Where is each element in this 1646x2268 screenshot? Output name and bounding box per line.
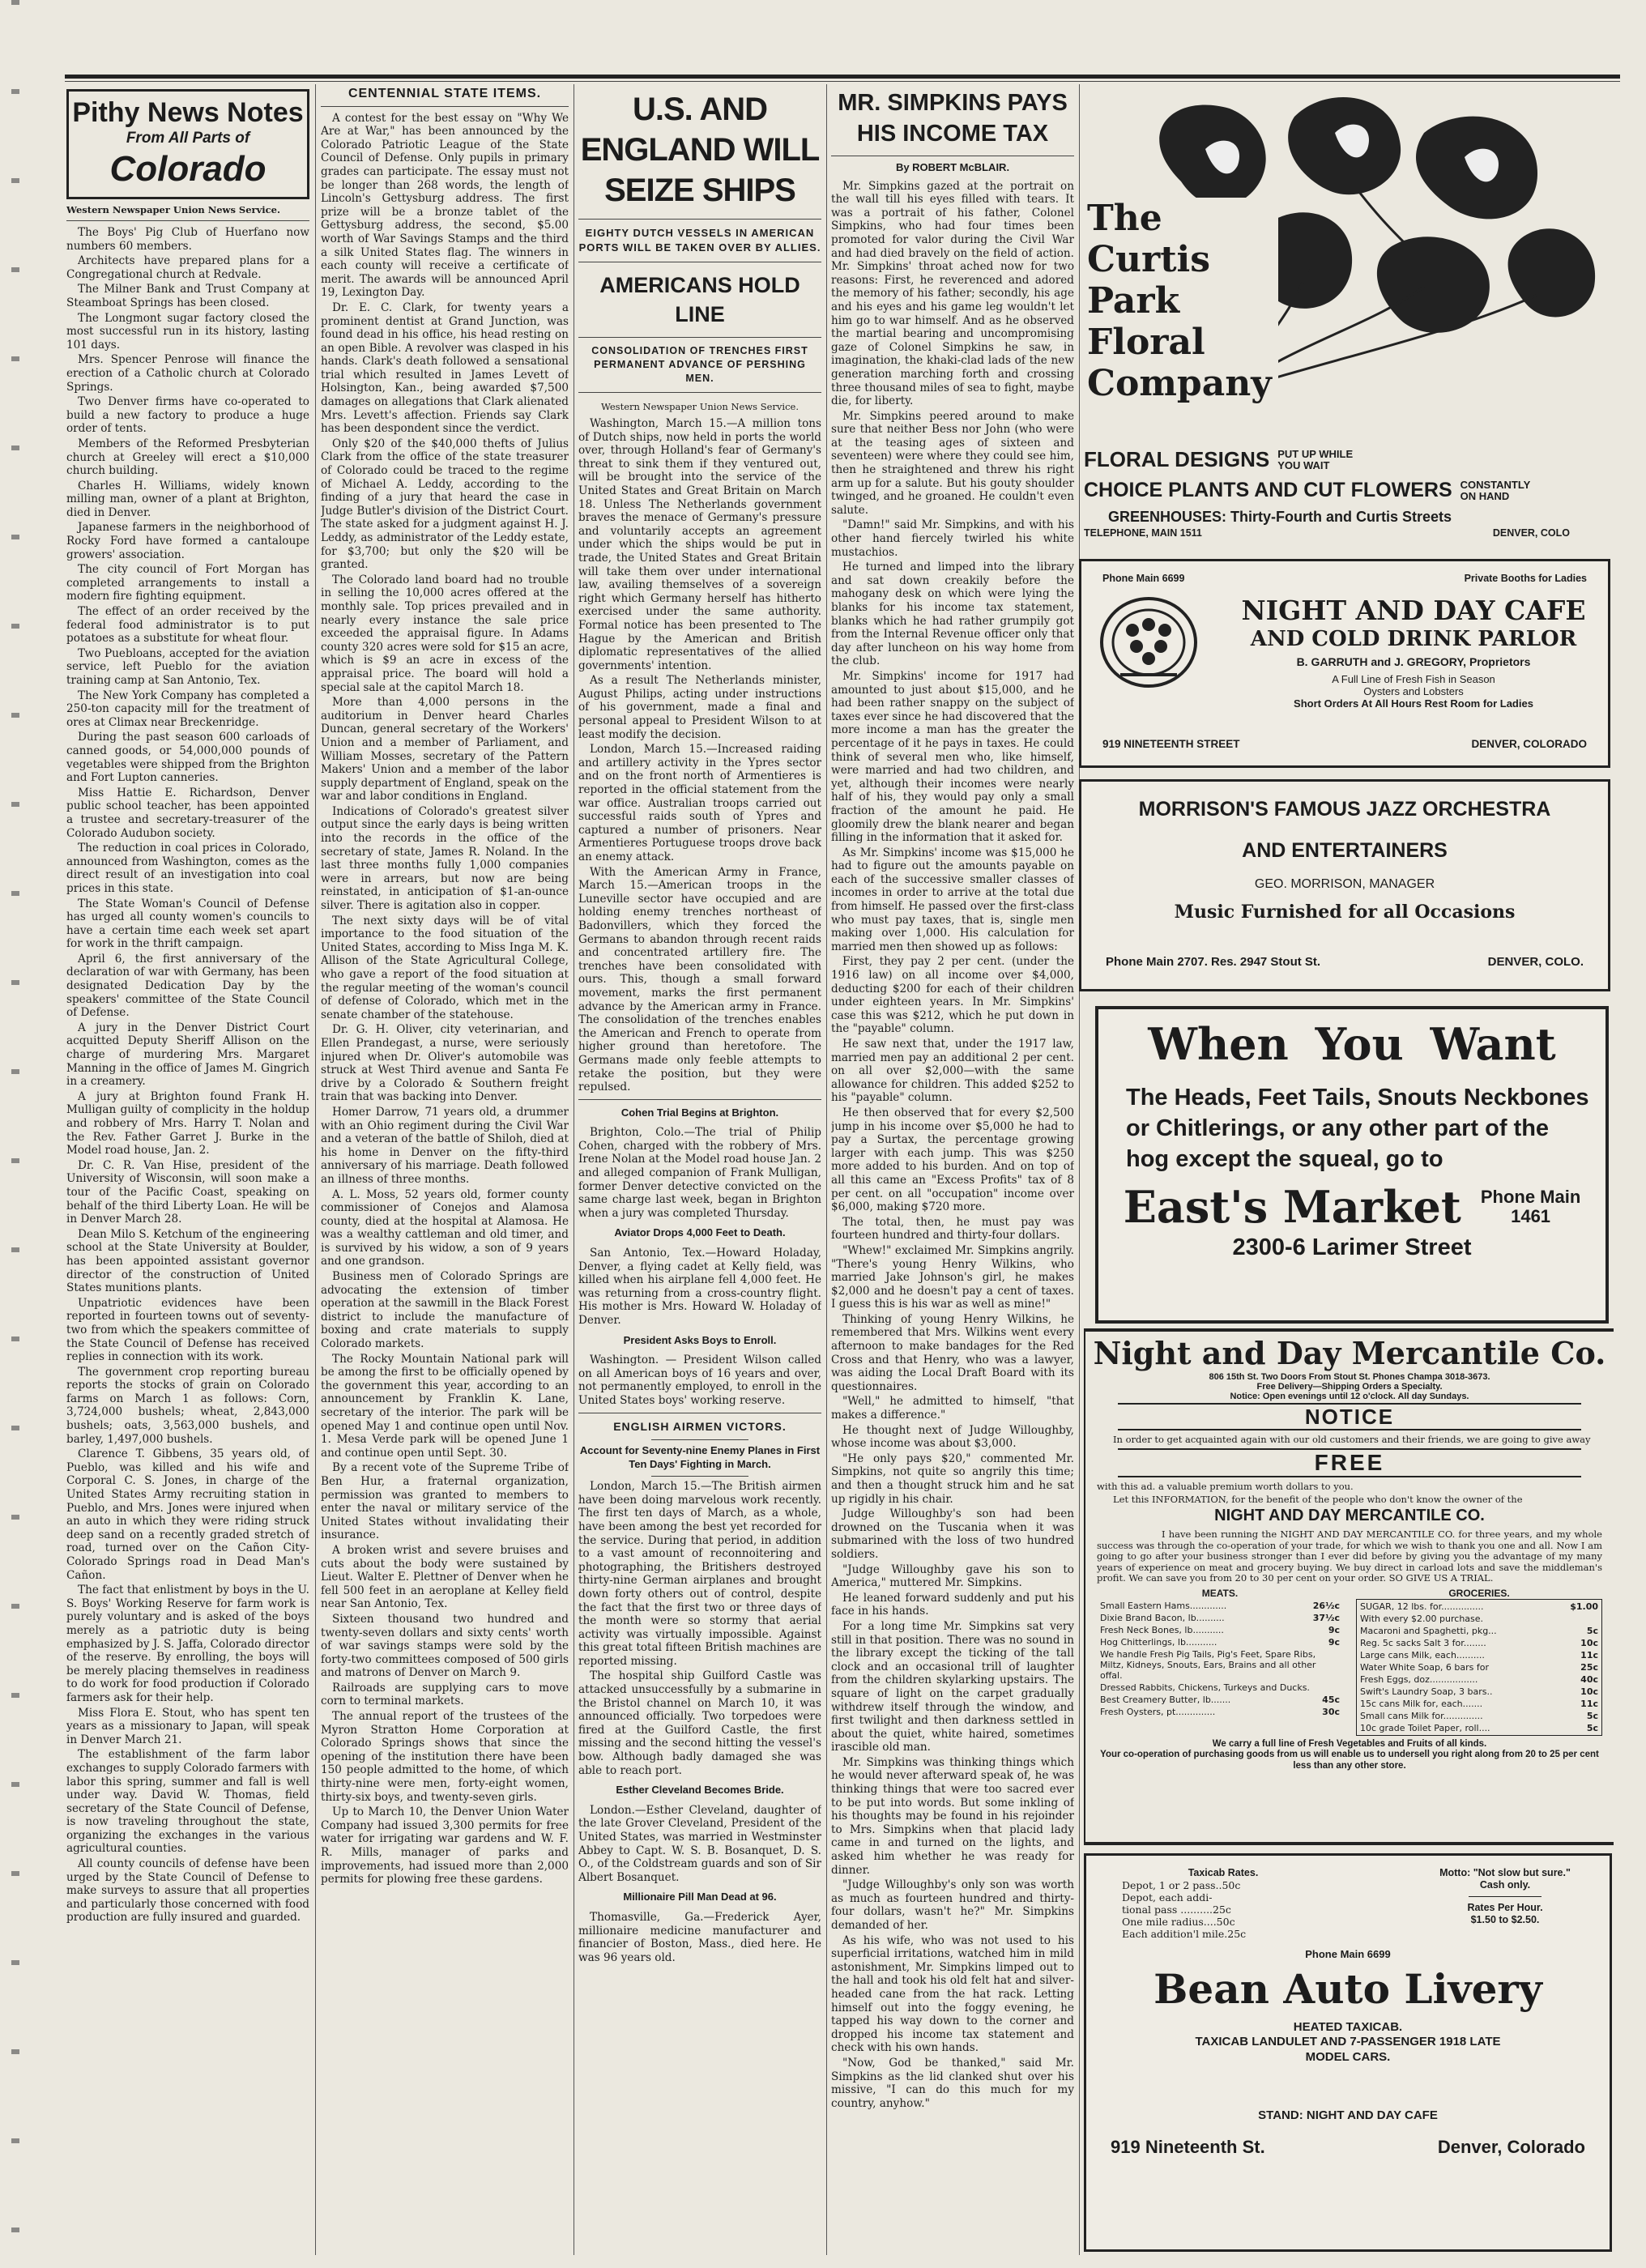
binder-holes [11, 0, 19, 2268]
meats-price: 45c [1322, 1694, 1340, 1705]
groceries-price: 5c [1586, 1722, 1598, 1733]
floral-city: DENVER, COLO [1492, 527, 1570, 539]
meats-row [1098, 1601, 1341, 1611]
col4-paragraph: Mr. Simpkins gazed at the portrait on the wall till his eyes filled with tears. It was a portrait of his father, Colonel Simpkins, who had four times been promoted for valor during the Civil War and had died bravely on the field of action. Mr. Simpkins' throat ached now for two reasons: First, he reverenced and adored the memory of his father; secondly, his age and his eyes and his game leg wouldn't let him go to war himself. And as he observed the martial bearing and uncompromising gaze of Colonel Simpkins he saw, in imagination, the khaki-clad lads of the new generation marching forth and crossing three thousand miles of sea to fight, maybe die, for liberty. [831, 179, 1074, 408]
s4-text2: The hospital ship Guilford Castle was attacked unsuccessfully by a submarine in the Bristol channel on March 10, it was announced officially. Two torpedoes were fired at the Guilford Castle, the first missing and the second hitting the vessel's bow. Although badly damaged she was able to reach port. [578, 1669, 821, 1777]
groceries-price: 10c [1580, 1637, 1598, 1648]
s1-text: Brighton, Colo.—The trial of Philip Cohen, charged with the robbery of Mrs. Irene Nolan at the Model road house Jan. 2 and alleged companion of Frank Mulligan, former Denver detective convicted on the same charge last week, began in Brighton when a jury was completed Thursday. [578, 1126, 821, 1220]
centennial-title: CENTENNIAL STATE ITEMS. [348, 87, 542, 100]
col1-paragraph: Clarence T. Gibbens, 35 years old, of Pueblo, was killed and his wife and Corporal C. S. Jones, in charge of the United States Army recruiting station in Pueblo, and Mrs. Jones were injured when an auto in which they were riding struck deep sand on a recently graded stretch of road, turned over on the Cañon City-Colorado Springs road in Dead Man's Cañon. [66, 1447, 309, 1582]
col4-paragraph: As his wife, who was not used to his superficial irritations, watched him in mild astonishment, Mr. Simpkins limped out to the hall and took his old felt hat and silver-headed cane from the hat rack. Letting himself out into the foggy evening, he tapped his way down to the corner and dropped his income tax statement and check with his own hands. [831, 1933, 1074, 2055]
col4-paragraph: First, they pay 2 per cent. (under the 1916 law) on all income over $4,000, deducting $200 for each of their children under eighteen years. In Mr. Simpkins' case this was $212, which he put down in the "payable" column. [831, 955, 1074, 1036]
meats-table [1097, 1599, 1343, 1719]
groceries-row [1358, 1723, 1600, 1733]
greenhouses: GREENHOUSES: Thirty-Fourth and Curtis Streets [1108, 509, 1452, 525]
col2-paragraph: Only $20 of the $40,000 thefts of Julius Clark from the office of the state treasurer of Colorado could be traced to the regime of Michael A. Leddy, according to the finding of a jury that heard the case in Judge Butler's division of the District Court. The state asked for a judgment against H. J. Leddy, as administrator of the Leddy estate, for $3,700; but only the $20 will be granted. [321, 437, 569, 572]
merc-addr: 806 15th St. Two Doors From Stout St. Phones Champa 3018-3673. [1209, 1372, 1490, 1382]
cafe-title-1: NIGHT AND DAY CAFE [1241, 595, 1586, 626]
pithy-subtitle: From All Parts of [126, 130, 250, 147]
pithy-colorado: Colorado [109, 149, 267, 189]
col3-paragraph: With the American Army in France, March 15.—American troops in the Luneville sector have occupied and are holding enemy trenches northeast of Badonvillers, which they forced the Germans to abandon through recent raids and concentrated artillery fire. The trenches have been consolidated with ours. This, though a small forward movement, marks the first permanent advance by the American army in France. The consolidation of the trenches enables the American and French to operate from higher ground than heretofore. The Germans made only feeble attempts to retake the position, but they were repulsed. [578, 865, 821, 1094]
col2-paragraph: Railroads are supplying cars to move corn to terminal markets. [321, 1681, 569, 1708]
cafe-line-3: Short Orders At All Hours Rest Room for Ladies [1294, 697, 1533, 710]
col4-paragraph: Mr. Simpkins was thinking things which he would never afterward speak of, he was thinking things that were too sacred ever to be put into words. But some inkling of his thoughts may be found in his rejoinder to Mrs. Simpkins when that placid lady came in and turned on the lights, and asked him whether he was ready for dinner. [831, 1755, 1074, 1877]
cafe-booths: Private Booths for Ladies [1464, 573, 1587, 584]
groceries-heading: GROCERIES. [1448, 1587, 1510, 1599]
choice-plants: CHOICE PLANTS AND CUT FLOWERS [1084, 479, 1452, 501]
headline-2: AMERICANS HOLD LINE [599, 273, 800, 326]
taxi-motto [1428, 1867, 1582, 1940]
livery-phone: Phone Main 6699 [1305, 1948, 1391, 1960]
meats-item: Fresh Neck Bones, lb........... [1100, 1624, 1224, 1635]
col4-paragraphs [831, 180, 1074, 2111]
cafe-phone: Phone Main 6699 [1102, 573, 1185, 584]
col4-paragraph: The total, then, he must pay was fourteen hundred and thirty-four dollars. [831, 1215, 1074, 1243]
merc-notice-line: Notice: Open evenings until 12 o'clock. All day Sundays. [1230, 1392, 1469, 1401]
s2-title: Aviator Drops 4,000 Feet to Death. [614, 1226, 786, 1239]
pithy-title: Pithy News Notes [72, 97, 304, 128]
col4-paragraph: "Damn!" said Mr. Simpkins, and with his other hand fiercely twirled his white mustachios. [831, 518, 1074, 559]
market-name: East's Market [1123, 1181, 1461, 1233]
merc-free: FREE [1118, 1448, 1581, 1477]
cafe-title-2: AND COLD DRINK PARLOR [1250, 627, 1577, 651]
groceries-item: Large cans Milk, each.......... [1360, 1649, 1485, 1660]
livery-addr: 919 Nineteenth St. [1111, 2137, 1265, 2157]
col2-paragraph: The next sixty days will be of vital importance to the food situation of the United States, according to Miss Inga M. K. Allison of the State Agricultural College, who gave a report of the food situation at the regular meeting of the woman's council of defense of Colorado, which met in the senate chamber of the statehouse. [321, 914, 569, 1021]
col2-paragraph: By a recent vote of the Supreme Tribe of Ben Hur, a fraternal organization, permission was granted to members to enter the naval or military service of the United States without invalidating their insurance. [321, 1461, 569, 1542]
groceries-table [1356, 1599, 1602, 1736]
col1-paragraph: Two Denver firms have co-operated to build a new factory to produce a huge order of tents. [66, 395, 309, 436]
main-headline: U.S. AND ENGLAND WILL SEIZE SHIPS [580, 92, 820, 208]
meats-item: We handle Fresh Pig Tails, Pig's Feet, Spare Ribs, Miltz, Kidneys, Snouts, Ears, Brains and all other offal. [1100, 1648, 1316, 1681]
col1-paragraph: April 6, the first anniversary of the declaration of war with Germany, has been designated Dedication Day by the speakers' committee of the State Council of Defense. [66, 952, 309, 1020]
taxi-rates-heading: Taxicab Rates. [1188, 1867, 1259, 1878]
meats-item: Hog Chitterlings, lb........... [1100, 1636, 1217, 1648]
jazz-manager: GEO. MORRISON, MANAGER [1254, 877, 1435, 891]
meats-row [1098, 1682, 1341, 1693]
col1-paragraph: During the past season 600 carloads of canned goods, or 54,000,000 pounds of vegetables were shipped from the Brighton and Fort Lupton canneries. [66, 731, 309, 785]
col2-paragraph: The Colorado land board had no trouble in selling the 10,000 acres offered at the monthly sale. Top prices prevailed and in nearly every instance the sale price exceeded the appraisal figure. In Adams county 320 acres were sold for $15 an acre, which is $9 an acre in excess of the appraisal price. The board will hold a special sale at the capitol March 18. [321, 573, 569, 694]
jazz-title-1: MORRISON'S FAMOUS JAZZ ORCHESTRA [1138, 798, 1551, 821]
meats-price: 9c [1328, 1624, 1340, 1635]
col2-paragraph: Indications of Colorado's greatest silver output since the early days is being written into the records in the office of the secretary of state, James R. Noland. In the last three months fully 1,000 companies were in arrears, but now are being reinstated, in anticipation of $1-an-ounce silver. There is agitation also in copper. [321, 804, 569, 913]
col4-paragraph: He leaned forward suddenly and put his face in his hands. [831, 1591, 1074, 1618]
s3-title: President Asks Boys to Enroll. [623, 1333, 777, 1346]
col1-paragraph: All county councils of defense have been urged by the State Council of Defense to make surveys to assure that all properties and particularly those concerned with food production are fully insured and guarded. [66, 1857, 309, 1925]
top-rule [65, 75, 1620, 79]
taxi-motto-text: Motto: "Not slow but sure." Cash only. [1439, 1867, 1571, 1891]
livery-city: Denver, Colorado [1437, 2137, 1585, 2157]
col3-paragraph: As a result The Netherlands minister, August Philips, acting under instructions of his government, made a final and personal appeal to President Wilson to at least modify the decision. [578, 674, 821, 741]
col4-paragraph: Judge Willoughby's son had been drowned on the Tuscania when it was submarined with the loss of two hundred soldiers. [831, 1507, 1074, 1561]
groceries-item: 15c cans Milk for, each....... [1360, 1698, 1483, 1709]
floral-designs: FLORAL DESIGNS [1084, 447, 1270, 471]
col1-paragraph: Japanese farmers in the neighborhood of Rocky Ford have formed a cantaloupe growers' association. [66, 521, 309, 561]
livery-title: Bean Auto Livery [1153, 1965, 1542, 2013]
simpkins-headline: MR. SIMPKINS PAYS HIS INCOME TAX [838, 90, 1068, 147]
col4-paragraph: He saw next that, under the 1917 law, married men pay an additional 2 per cent. on all over $2,000—with the same allowance for children. This added $252 to his "payable" column. [831, 1038, 1074, 1105]
merc-free-text: with this ad. a valuable premium worth dollars to you. [1097, 1481, 1354, 1492]
ad-night-day-cafe [1079, 559, 1610, 768]
deck-2: CONSOLIDATION OF TRENCHES FIRST PERMANENT ADVANCE OF PERSHING MEN. [591, 345, 808, 384]
cafe-city: DENVER, COLORADO [1471, 738, 1587, 750]
groceries-row [1358, 1626, 1600, 1636]
livery-sub-2: TAXICAB LANDULET AND 7-PASSENGER 1918 LATE MODEL CARS. [1195, 2035, 1501, 2064]
column-war-news [578, 84, 821, 2255]
col4-paragraph: Mr. Simpkins' income for 1917 had amounted to just about $15,000, and he had been rather snappy on the subject of taxes ever since he had discovered that the more income a man has the greater the percentage of it he pays in taxes. He could think of several men who, like himself, were married and had two children, and yet, although their incomes were nearly half of his, they would pay only a small fraction of the amount he paid. He gloomily drew the blank nearer and began filling in the information that it asked for. [831, 669, 1074, 845]
meats-item: Fresh Oysters, pt.............. [1100, 1706, 1216, 1717]
col2-paragraph: Business men of Colorado Springs are advocating the extension of timber operation at the sawmill in the Black Forest district to include the manufacture of boxing and crate materials to supply Colorado markets. [321, 1270, 569, 1351]
s5-title: Esther Cleveland Becomes Bride. [616, 1784, 784, 1797]
groceries-item: SUGAR, 12 lbs. for............... [1360, 1601, 1484, 1612]
meats-price: 37½c [1312, 1612, 1340, 1623]
curtis-floral: Floral [1087, 322, 1205, 363]
jazz-music: Music Furnished for all Occasions [1174, 902, 1516, 923]
col1-paragraph: Unpatriotic evidences have been reported in fourteen towns out of seventy-two from which the speakers committee of the State Council of Defense has received replies in connection with its work. [66, 1296, 309, 1364]
col1-paragraph: The Milner Bank and Trust Company at Steamboat Springs has been closed. [66, 283, 309, 309]
groceries-row [1358, 1601, 1600, 1612]
col4-paragraph: Thinking of young Henry Wilkins, he remembered that Mrs. Wilkins went every afternoon to make bandages for the Red Cross and that Henry, who was a lawyer, was aiding the Local Draft Board with its questionnaires. [831, 1312, 1074, 1393]
col1-paragraph: The city council of Fort Morgan has completed arrangements to install a modern fire fighting equipment. [66, 563, 309, 603]
col1-paragraph: The Longmont sugar factory closed the most successful run in its history, lasting 101 days. [66, 311, 309, 352]
col4-paragraph: "Now, God be thanked," said Mr. Simpkins as the lid clanked shut over his missive, "I can do this much for my country, anyhow." [831, 2056, 1074, 2110]
col1-paragraph: The reduction in coal prices in Colorado, announced from Washington, comes as the direct result of an investigation into coal prices in this state. [66, 842, 309, 895]
groceries-row [1358, 1711, 1600, 1721]
meats-row [1098, 1637, 1341, 1648]
s6-text: Thomasville, Ga.—Frederick Ayer, millionaire medicine manufacturer and financier of Boston, Mass., died here. He was 96 years old. [578, 1910, 821, 1964]
col2-paragraph: The Rocky Mountain National park will be among the first to be officially opened by the government this year, according to an announcement by Franklin K. Lane, secretary of the interior. The park will be opened May 1 and continue open until Nov. 1. Mesa Verde park will be opened June 1 and continue open until Sept. 30. [321, 1352, 569, 1460]
groceries-price: 11c [1580, 1698, 1598, 1709]
deck-1: EIGHTY DUTCH VESSELS IN AMERICAN PORTS WILL BE TAKEN OVER BY ALLIES. [578, 227, 821, 254]
taxi-rate-line: Depot, 1 or 2 pass..50c [1122, 1879, 1241, 1891]
s6-title: Millionaire Pill Man Dead at 96. [623, 1891, 777, 1904]
groceries-item: Macaroni and Spaghetti, pkg... [1360, 1625, 1497, 1636]
column-colorado-news [66, 84, 309, 2255]
col1-paragraph: Architects have prepared plans for a Congregational church at Redvale. [66, 254, 309, 281]
merc-foot-2: Your co-operation of purchasing goods from us will enable us to undersell you right along from 20 to 25 per cent less than any other store. [1100, 1749, 1599, 1771]
col4-paragraph: "Whew!" exclaimed Mr. Simpkins angrily. "There's young Henry Wilkins, who married Jake Johnson's girl, he makes $2,000 and he doesn't pay a cent of taxes. I guess this is his war as well as mine!" [831, 1243, 1074, 1311]
col4-paragraph: He turned and limped into the library and sat down creakily before the mahogany desk on which were lying the blanks for his income tax statement, blanks which he had rather grumpily got from the Internal Revenue officer only that day after luncheon on his way home from the club. [831, 561, 1074, 668]
groceries-item: Reg. 5c sacks Salt 3 for........ [1360, 1637, 1486, 1648]
col2-paragraph: More than 4,000 persons in the auditorium in Denver heard Charles Duncan, general secretary of the Workers' Union and a member of Parliament, and William Mosses, secretary of the Pattern Makers' Union and a member of the labor supply department of England, speak on the war and labor conditions in England. [321, 696, 569, 804]
livery-sub-1: HEATED TAXICAB. [1293, 2020, 1403, 2034]
merc-title: Night and Day Mercantile Co. [1093, 1335, 1606, 1371]
byline: By ROBERT McBLAIR. [895, 161, 1010, 173]
column-centennial [321, 84, 569, 2255]
col2-paragraph: The annual report of the trustees of the Myron Stratton Home Corporation at Colorado Springs shows that since the opening of the institution there have been 150 people admitted to the home, of which thirty-nine were men, forty-eight women, thirty-six boys, and twenty-seven girls. [321, 1710, 569, 1804]
groceries-price: 5c [1586, 1625, 1598, 1636]
col1-paragraph: The government crop reporting bureau reports the stocks of grain on Colorado farms on March 1 as follows: Corn, 3,724,000 bushels; wheat, 2,843,000 bushels; oats, 3,563,000 bushels, and barley, 1,497,000 bushels. [66, 1365, 309, 1446]
col4-paragraph: As Mr. Simpkins' income was $15,000 he had to figure out the amounts payable on each of the successive smaller classes of incomes in order to arrive at the total due from himself. He passed over the first-class who must pay taxes, that is, single men making over 1,000. His calculation for married men then showed up as follows: [831, 846, 1074, 953]
meats-item: Dressed Rabbits, Chickens, Turkeys and Ducks. [1100, 1682, 1310, 1693]
service-line-3: Western Newspaper Union News Service. [600, 401, 799, 412]
meats-price: 26½c [1312, 1600, 1340, 1611]
cafe-props: B. GARRUTH and J. GREGORY, Proprietors [1296, 655, 1531, 668]
top-rule-thin [65, 81, 1620, 82]
market-addr: 2300-6 Larimer Street [1232, 1234, 1472, 1260]
col1-paragraph: Dean Milo S. Ketchum of the engineering school at the State University at Boulder, has been appointed assistant governor director of the construction of United States munitions plants. [66, 1227, 309, 1295]
col4-paragraph: "He only pays $20," commented Mr. Simpkins, not quite so angrily this time; and then a thought struck him and he sat up rigidly in his chair. [831, 1452, 1074, 1506]
merc-notice: NOTICE [1118, 1403, 1581, 1430]
taxi-rates-list [1122, 1879, 1324, 1940]
meats-row [1098, 1613, 1341, 1623]
choice-plants-small-a: CONSTANTLY [1460, 478, 1531, 491]
merc-co: NIGHT AND DAY MERCANTILE CO. [1214, 1507, 1485, 1524]
col1-paragraph: The State Woman's Council of Defense has urged all county women's councils to have a certain time each week set apart for work in the thrift campaign. [66, 897, 309, 951]
merc-body: I have been running the NIGHT AND DAY MERCANTILE CO. for three years, and my whole success was through the co-operation of your trade, for which we wish to thank you one and all. Now I am going to go after your business stronger than I ever did before by giving you the advantage of my many years of experience on meat and grocery buying. We buy direct in carload lots and save the middleman's profit. We can save you from 20 to 30 per cent on your order. SO GIVE US A TRIAL. [1097, 1528, 1602, 1584]
s5-text: London.—Esther Cleveland, daughter of the late Grover Cleveland, President of the United States, was married in Westminster Abbey to Capt. W. S. B. Bosanquet, D. S. O., of the Coldstream guards and son of Sir Albert Bosanquet. [578, 1803, 821, 1884]
col4-paragraph: He thought next of Judge Willoughby, whose income was about $3,000. [831, 1423, 1074, 1451]
col1-paragraph: Members of the Reformed Presbyterian church at Greeley will erect a $10,000 church building. [66, 437, 309, 478]
curtis-the: The [1087, 198, 1162, 239]
market-body: The Heads, Feet Tails, Snouts Neckbones or Chitlerings, or any other part of the hog except the squeal, go to [1126, 1085, 1589, 1172]
meats-item: Small Eastern Hams............. [1100, 1600, 1227, 1611]
cafe-line-1: A Full Line of Fresh Fish in Season [1332, 673, 1495, 685]
choice-plants-small-b: ON HAND [1460, 489, 1510, 502]
jazz-phone: Phone Main 2707. Res. 2947 Stout St. [1106, 955, 1321, 969]
meats-row [1098, 1625, 1341, 1635]
col4-paragraph: "Judge Willoughby's only son was worth as much as fourteen hundred and thirty-four dollars, wasn't he?" Mr. Simpkins demanded of her. [831, 1878, 1074, 1932]
meats-price: 9c [1328, 1636, 1340, 1648]
s1-title: Cohen Trial Begins at Brighton. [620, 1106, 779, 1119]
taxi-rate-line: Depot, each addi- [1122, 1891, 1213, 1904]
market-phone-b: 1461 [1511, 1206, 1551, 1226]
cafe-addr: 919 NINETEENTH STREET [1102, 738, 1240, 750]
service-line: Western Newspaper Union News Service. [66, 204, 280, 215]
groceries-item: With every $2.00 purchase. [1360, 1613, 1484, 1624]
market-phone-a: Phone Main [1480, 1187, 1581, 1207]
meats-item: Best Creamery Butter, lb....... [1100, 1694, 1231, 1705]
col1-paragraph: A jury in the Denver District Court acquitted Deputy Sheriff Allison on the charge of murdering Mrs. Margaret Manning in the office of James M. Gingrich in a creamery. [66, 1021, 309, 1089]
floral-designs-small-b: YOU WAIT [1277, 458, 1330, 471]
merc-let: Let this INFORMATION, for the benefit of the people who don't know the owner of the [1113, 1494, 1523, 1505]
taxi-hour-heading: Rates Per Hour. [1467, 1902, 1543, 1913]
merc-intro: In order to get acquainted again with our old customers and their friends, we are going to give away [1113, 1434, 1591, 1445]
col1-paragraph: The Boys' Pig Club of Huerfano now numbers 60 members. [66, 226, 309, 253]
col1-paragraph: Miss Hattie E. Richardson, Denver public school teacher, has been appointed a trustee and secretary-treasurer of the Colorado Audubon society. [66, 786, 309, 840]
taxi-rate-line: Each addition'l mile.25c [1122, 1928, 1247, 1940]
s2-text: San Antonio, Tex.—Howard Holaday, Denver, a flying cadet at Kelly field, was killed when his airplane fell 4,000 feet. He was returning from a cross-country flight. His mother is Mrs. Howard W. Holaday of Denver. [578, 1247, 821, 1327]
col3-paragraph: Washington, March 15.—A million tons of Dutch ships, now held in ports the world over, through Holland's fear of Germany's threat to sink them if they ventured out, will be brought into the service of the United States and Great Britain on March 18. Unless The Netherlands government braves the menace of Germany's pressure and voluntarily accepts an agreement under which the ships would be put in trade, the United States and Great Britain will take them over under international law, availing themselves of a sovereign right which Germany herself has hitherto exercised under the same authority. Formal notice has been presented to The Hague by the American and British diplomatic representatives of the allied governments' intention. [578, 417, 821, 672]
col4-paragraph: Mr. Simpkins peered around to make sure that neither Bess nor John (who were at the teasing ages of sixteen and seventeen) were where they could see him, then he straightened and threw his right arm up for a salute. But his gouty shoulder twinged, and he groaned. He couldn't even salute. [831, 409, 1074, 517]
col4-paragraph: "Well," he admitted to himself, "that makes a difference." [831, 1395, 1074, 1422]
taxi-rates [1122, 1867, 1324, 1940]
s4-text: London, March 15.—The British airmen have been doing marvelous work recently. The first ten days of March, as a whole, have been among the best yet recorded for the service. During that period, in addition to a vast amount of reconnoitering and photographing, the Britishers destroyed thirty-nine German airplanes and brought down forty others out of control, despite the fact that the first two or three days of the month were so stormy that aerial activity was virtually impossible. Against this great total fifteen British machines are reported missing. [578, 1480, 821, 1668]
ad-morrisons-jazz [1079, 779, 1610, 991]
groceries-row [1358, 1638, 1600, 1648]
groceries-row [1358, 1614, 1600, 1624]
groceries-item: Swift's Laundry Soap, 3 bars.. [1360, 1686, 1493, 1697]
col1-paragraphs [66, 226, 309, 1925]
col1-paragraph: Charles H. Williams, widely known milling man, owner of a plant at Brighton, died in Denver. [66, 479, 309, 519]
col3-paragraph: London, March 15.—Increased raiding and artillery activity in the Ypres sector and on the front north of Armentieres is reported in the official statement from the war office. Australian troops carried out successful raids south of Ypres and captured a number of prisoners. Near Armentieres Portuguese troops drove back an enemy attack. [578, 743, 821, 863]
curtis-park: Park [1087, 280, 1180, 322]
col2-paragraph: Sixteen thousand two hundred and twenty-seven dollars and sixty cents' worth of war savings stamps were sold by the forty-two committees composed of 500 girls and matrons of Denver on March 9. [321, 1612, 569, 1680]
col1-paragraph: The fact that enlistment by boys in the U. S. Boys' Working Reserve for farm work is purely voluntary and is asked of the boys merely as a patriotic duty is being emphasized by J. S. Jaffa, Colorado director of the reserve. By enrolling, the boys will be merely placing themselves in readiness to do work for food production if Colorado farmers ask for their help. [66, 1584, 309, 1704]
ad-curtis-park-floral [1084, 84, 1618, 551]
col2-paragraphs [321, 112, 569, 1886]
floral-phone: TELEPHONE, MAIN 1511 [1084, 527, 1202, 539]
groceries-price: 5c [1586, 1710, 1598, 1721]
col4-paragraph: For a long time Mr. Simpkins sat very still in that position. There was no sound in the library except the ticking of the tall clock and an occasional trill of laughter from the children skylarking upstairs. The square of light on the carpet gradually withdrew itself through the window, and first twilight and then darkness settled in about the quiet, white haired, sometimes irascible old man. [831, 1619, 1074, 1754]
groceries-row [1358, 1650, 1600, 1660]
groceries-row [1358, 1699, 1600, 1709]
groceries-item: Fresh Eggs, doz................. [1360, 1673, 1478, 1685]
groceries-item: Water White Soap, 6 bars for [1360, 1661, 1490, 1673]
taxi-hour: $1.50 to $2.50. [1470, 1914, 1540, 1925]
cafe-emblem-icon [1096, 594, 1201, 691]
groceries-price: 40c [1580, 1673, 1598, 1685]
groceries-item: Small cans Milk for.............. [1360, 1710, 1483, 1721]
col1-paragraph: The establishment of the farm labor exchanges to supply Colorado farmers with labor this spring, summer and fall is well under way. David W. Thomas, field secretary of the State Council of Defense, is now traveling throughout the state, organizing the exchanges in the various agricultural counties. [66, 1748, 309, 1856]
jazz-title-2: AND ENTERTAINERS [1242, 839, 1448, 862]
s4-title: ENGLISH AIRMEN VICTORS. [613, 1419, 787, 1433]
groceries-price: 11c [1580, 1649, 1598, 1660]
merc-foot-1: We carry a full line of Fresh Vegetables and Fruits of all kinds. [1212, 1738, 1487, 1749]
col2-paragraph: A broken wrist and severe bruises and cuts about the body were sustained by Lieut. Walter E. Plettner of Denver when he fell 500 feet in an aeroplane at Kelley field near San Antonio, Tex. [321, 1543, 569, 1611]
ad-bean-auto-livery [1084, 1853, 1612, 2252]
col2-paragraph: Up to March 10, the Denver Union Water Company had issued 3,300 permits for free water for irrigating war gardens and W. F. R. Mills, manager of parks and improvements, had issued more than 2,000 permits for plowing free these gardens. [321, 1805, 569, 1886]
col1-paragraph: The New York Company has completed a 250-ton capacity mill for the treatment of ores at Climax near Breckenridge. [66, 688, 309, 729]
col1-paragraph: A jury at Brighton found Frank H. Mulligan guilty of complicity in the holdup and robbery of Mrs. Harry T. Nolan and the Rev. Father Garret J. Burke in the Model road house, Jan. 2. [66, 1089, 309, 1157]
groceries-item: 10c grade Toilet Paper, roll.... [1360, 1722, 1490, 1733]
jazz-city: DENVER, COLO. [1487, 955, 1584, 969]
s4-deck: Account for Seventy-nine Enemy Planes in First Ten Days' Fighting in March. [579, 1444, 821, 1471]
meats-heading: MEATS. [1201, 1587, 1239, 1599]
col2-paragraph: A contest for the best essay on "Why We Are at War," has been announced by the Colorado Patriotic League of the State Council of Defense. Only pupils in primary grades can participate. The essay must not be longer than 268 words, the length of Lincoln's Gettysburg address. The first prize will be a bronze tablet of the Gettysburg address, the second, $5.00 worth of War Savings Stamps and the third a silk United States flag. The winners in each county will receive a certificate of merit. The awards will be announced April 19, Lexington Day. [321, 111, 569, 300]
meats-row [1098, 1695, 1341, 1705]
groceries-price: 25c [1580, 1661, 1598, 1673]
groceries-row [1358, 1674, 1600, 1685]
curtis-company: Company [1087, 363, 1272, 404]
groceries-row [1358, 1686, 1600, 1697]
livery-stand: STAND: NIGHT AND DAY CAFE [1258, 2108, 1438, 2122]
col1-paragraph: Mrs. Spencer Penrose will finance the erection of a Catholic church at Colorado Springs. [66, 353, 309, 394]
meats-item: Dixie Brand Bacon, lb.......... [1100, 1612, 1225, 1623]
col2-paragraph: Dr. G. H. Oliver, city veterinarian, and Ellen Prandegast, a nurse, were seriously injured when Dr. Oliver's automobile was struck at West Third avenue and Santa Fe drive by a Colorado & Southern freight train that was backing into Denver. [321, 1023, 569, 1104]
meats-row [1098, 1707, 1341, 1717]
col1-paragraph: Miss Flora E. Stout, who has spent ten years as a missionary to Japan, will speak in Denver March 21. [66, 1706, 309, 1746]
taxi-rate-line: tional pass ..........25c [1122, 1904, 1231, 1916]
col1-paragraph: Dr. C. R. Van Hise, president of the University of Wisconsin, will soon make a tour of the Pacific Coast, speaking on behalf of the third Liberty Loan. He will be in Denver March 28. [66, 1158, 309, 1226]
col4-paragraph: He then observed that for every $2,500 jump in his income over $5,000 he had to pay a Surtax, the percentage growing larger with each jump. This was $250 more added to his burden. And on top of all this came an "Excess Profits" tax of 8 per cent. on all "occupation" income over $6,000, making $720 more. [831, 1106, 1074, 1214]
merc-delivery: Free Delivery—Shipping Orders a Specialty. [1256, 1382, 1443, 1392]
col2-paragraph: Homer Darrow, 71 years old, a drummer with an Ohio regiment during the Civil War and a veteran of the battle of Shiloh, died at his home in Denver on the fifty-third anniversary of his marriage. Death followed an illness of three months. [321, 1105, 569, 1186]
cafe-line-2: Oysters and Lobsters [1363, 685, 1464, 697]
meats-row [1098, 1649, 1341, 1681]
ad-easts-market [1095, 1006, 1609, 1324]
floral-designs-small-a: PUT UP WHILE [1277, 447, 1354, 460]
s3-text: Washington. — President Wilson called on all American boys of 16 years and over, not permanently employed, to enroll in the United States boys' working reserve. [578, 1354, 821, 1407]
ad-mercantile [1084, 1328, 1614, 1845]
column-simpkins [831, 84, 1074, 2255]
col2-paragraph: A. L. Moss, 52 years old, former county commissioner of Conejos and Alamosa county, died at the hospital at Alamosa. He was a wealthy cattleman and old timer, and is survived by his widow, a son of 9 years and one grandson. [321, 1187, 569, 1268]
groceries-price: $1.00 [1570, 1601, 1598, 1612]
col2-paragraph: Dr. E. C. Clark, for twenty years a prominent dentist at Grand Junction, was found dead in his office, his head resting on an open Bible. A revolver was clasped in his hands. Clark's death followed a sensational trial which resulted in James Levett of Holsington, Kan., being awarded $7,500 damages on allegations that Clark alienated Mrs. Levett's affection. Friends say Clark has been despondent since the verdict. [321, 301, 569, 436]
col1-paragraph: The effect of an order received by the federal food administrator is to put potatoes as a substitute for wheat flour. [66, 605, 309, 646]
col1-paragraph: Two Puebloans, accepted for the aviation service, left Pueblo for the aviation training camp at San Antonio, Tex. [66, 646, 309, 687]
col4-paragraph: "Judge Willoughby gave his son to America," muttered Mr. Simpkins. [831, 1562, 1074, 1590]
curtis-name: Curtis [1087, 239, 1211, 280]
meats-price: 30c [1322, 1706, 1340, 1717]
groceries-price: 10c [1580, 1686, 1598, 1697]
market-headline: When You Want [1148, 1018, 1556, 1070]
taxi-rate-line: One mile radius....50c [1122, 1916, 1235, 1928]
col3-paragraphs [578, 417, 821, 1094]
groceries-row [1358, 1662, 1600, 1673]
pithy-news-box [66, 89, 309, 199]
